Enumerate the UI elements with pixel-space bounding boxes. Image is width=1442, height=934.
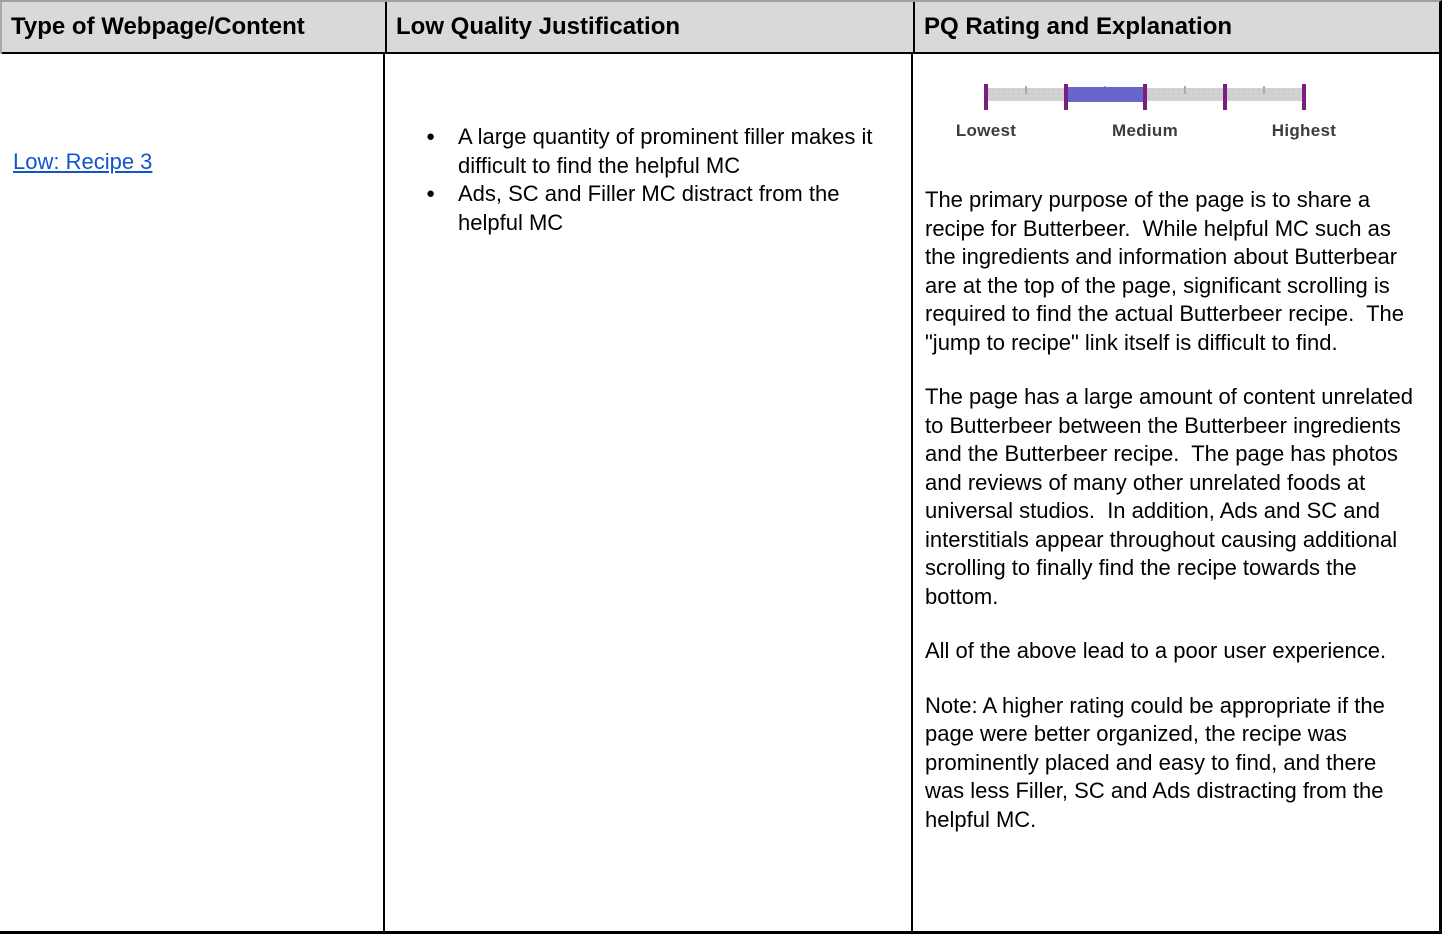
slider-marker-medium xyxy=(1143,84,1147,110)
slider-marker-highest xyxy=(1302,84,1306,110)
cell-low-quality-justification xyxy=(385,54,913,931)
explanation-paragraph: Note: A higher rating could be appropriate if the page were better organized, the recipe was prominently placed and easy to find, and there was less Filler, SC and Ads distracting from the helpful MC. xyxy=(925,692,1391,832)
header-pq-rating-explanation-label: PQ Rating and Explanation xyxy=(924,13,1233,40)
justification-bullet-list xyxy=(395,123,903,237)
bullet-icon: ● xyxy=(426,128,436,145)
header-type-of-webpage xyxy=(2,2,387,54)
slider-marker-high xyxy=(1223,84,1227,110)
slider-scale-labels xyxy=(955,121,1337,140)
header-low-quality-justification xyxy=(387,2,915,54)
recipe-example-link[interactable]: Low: Recipe 3 xyxy=(13,149,153,174)
slider-minor-tick xyxy=(1184,86,1186,94)
header-low-quality-justification-label: Low Quality Justification xyxy=(396,13,681,40)
slider-minor-tick xyxy=(1263,86,1265,94)
table-header-row xyxy=(0,2,1439,54)
slider-minor-tick xyxy=(1025,86,1027,94)
bullet-icon: ● xyxy=(426,185,436,202)
explanation-paragraph: The primary purpose of the page is to share a recipe for Butterbeer. While helpful MC such as the ingredients and information about Butterbear are at the top of the page, significant scrolling is required to find the actual Butterbeer recipe. The "jump to recipe" link itself is difficult to find. xyxy=(925,187,1411,355)
slider-label-highest: Highest xyxy=(1271,121,1337,140)
cell-pq-rating-explanation xyxy=(913,54,1439,931)
list-item xyxy=(395,180,903,237)
list-item xyxy=(395,123,903,180)
slider-marker-lowest xyxy=(984,84,988,110)
justification-bullet-text: A large quantity of prominent filler makes it difficult to find the helpful MC xyxy=(458,124,873,178)
explanation-paragraph: The page has a large amount of content unrelated to Butterbeer between the Butterbeer ingredients and the Butterbeer recipe. The page has photos and reviews of many other unrelated foods at universal studios. In addition, Ads and SC and interstitials appear throughout causing additional scrolling to finally find the recipe towards the bottom. xyxy=(925,384,1420,609)
header-type-of-webpage-label: Type of Webpage/Content xyxy=(11,13,305,40)
table-body-row xyxy=(0,54,1439,931)
pq-explanation xyxy=(925,186,1418,834)
slider-label-medium: Medium xyxy=(1111,121,1179,140)
slider-marker-low xyxy=(1064,84,1068,110)
slider-label-lowest: Lowest xyxy=(955,121,1017,140)
header-pq-rating-explanation xyxy=(915,2,1439,54)
explanation-paragraph: All of the above lead to a poor user experience. xyxy=(925,638,1387,663)
justification-bullet-text: Ads, SC and Filler MC distract from the helpful MC xyxy=(458,181,840,235)
pq-rating-slider xyxy=(986,84,1304,110)
cell-type-of-webpage xyxy=(0,54,385,931)
slider-selected-segment xyxy=(1066,87,1146,102)
